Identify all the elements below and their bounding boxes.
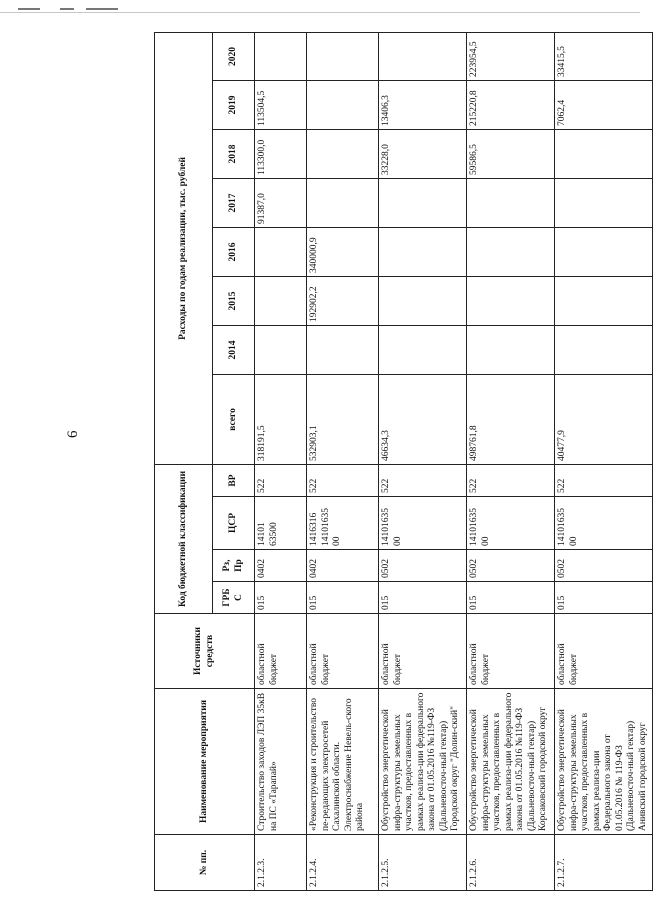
row-2020 <box>307 32 379 80</box>
page-number: 6 <box>65 430 81 438</box>
header-csr: ЦСР <box>213 497 255 550</box>
row-vr: 522 <box>255 464 307 496</box>
row-2019: 215220,8 <box>467 80 555 129</box>
row-2016 <box>379 227 467 276</box>
scan-top-rule <box>0 12 640 13</box>
header-expenses: Расходы по годам реализации, тыс. рублей <box>155 32 213 464</box>
row-rz-pr: 0502 <box>467 550 555 582</box>
expenses-table <box>154 32 653 891</box>
row-2020 <box>379 32 467 80</box>
scan-artifact <box>60 8 74 10</box>
row-total: 40477,9 <box>555 374 653 464</box>
row-2019 <box>307 80 379 129</box>
row-grbs: 015 <box>555 582 653 614</box>
header-year: 2016 <box>213 227 255 276</box>
row-grbs: 015 <box>307 582 379 614</box>
header-year: 2018 <box>213 129 255 178</box>
row-source: областной бюджет <box>555 614 653 689</box>
row-2020 <box>255 32 307 80</box>
row-2019: 13406,3 <box>379 80 467 129</box>
header-budget-code: Код бюджетной классификации <box>155 464 213 613</box>
header-grbs: ГРБ С <box>213 582 255 614</box>
header-year: 2015 <box>213 276 255 325</box>
rotated-table-container <box>154 33 649 891</box>
row-name: Обустройство энергетической инфра-структуры земельных участков, предоставленных в рамках реализа-ции Федерального закона от 01.05.2016 № 119-ФЗ (Дальневосточ-ный гектар) Анивский городской округ <box>555 689 653 835</box>
header-vr: ВР <box>213 464 255 496</box>
row-csr: 14101 63500 <box>255 497 307 550</box>
table-row <box>255 32 307 890</box>
scan-artifact <box>18 8 40 10</box>
row-2019: 113504,5 <box>255 80 307 129</box>
row-csr: 14101635 00 <box>555 497 653 550</box>
row-grbs: 015 <box>255 582 307 614</box>
header-year: 2019 <box>213 80 255 129</box>
row-2018: 33228,0 <box>379 129 467 178</box>
row-2019: 7062,4 <box>555 80 653 129</box>
header-total: всего <box>213 374 255 464</box>
row-2018 <box>307 129 379 178</box>
row-2020: 223954,5 <box>467 32 555 80</box>
row-2014 <box>307 325 379 374</box>
row-2016 <box>555 227 653 276</box>
row-source: областной бюджет <box>467 614 555 689</box>
row-total: 318191,5 <box>255 374 307 464</box>
row-2017 <box>307 178 379 227</box>
row-vr: 522 <box>307 464 379 496</box>
row-2014 <box>255 325 307 374</box>
table-row <box>379 32 467 890</box>
row-name: Обустройство энергетической инфра-структуры земельных участков, предоставленных в рамках реализа-ции федерального закона от 01.05.2016 №119-ФЗ (Дальневосточ-ный гектар) Городской округ "Долин-ский" <box>379 689 467 835</box>
row-2016 <box>467 227 555 276</box>
row-2014 <box>555 325 653 374</box>
row-2017 <box>467 178 555 227</box>
row-num: 2.1.2.5. <box>379 835 467 891</box>
row-rz-pr: 0502 <box>555 550 653 582</box>
row-2018: 59586,5 <box>467 129 555 178</box>
row-source: областной бюджет <box>255 614 307 689</box>
row-source: областной бюджет <box>379 614 467 689</box>
row-2017: 91387,0 <box>255 178 307 227</box>
table-row <box>555 32 653 890</box>
row-grbs: 015 <box>379 582 467 614</box>
row-num: 2.1.2.7. <box>555 835 653 891</box>
row-2018 <box>555 129 653 178</box>
row-2017 <box>379 178 467 227</box>
row-source: областной бюджет <box>307 614 379 689</box>
row-2015: 192902,2 <box>307 276 379 325</box>
row-2014 <box>379 325 467 374</box>
row-2015 <box>379 276 467 325</box>
row-vr: 522 <box>379 464 467 496</box>
row-2020: 33415,5 <box>555 32 653 80</box>
header-year: 2014 <box>213 325 255 374</box>
row-name: Обустройство энергетической инфра-структуры земельных участков, предоставленных в рамках реализа-ции федерального закона от 01.05.2016 №119-ФЗ (Дальневосточ-ный гектар) Корсаковский городской округ <box>467 689 555 835</box>
scan-artifact <box>86 8 118 10</box>
header-rz-pr: Рз, Пр <box>213 550 255 582</box>
row-name: Строительство заходов ЛЭП 35кВ на ПС «Тарапай» <box>255 689 307 835</box>
row-rz-pr: 0402 <box>255 550 307 582</box>
row-total: 498761,8 <box>467 374 555 464</box>
row-2015 <box>467 276 555 325</box>
row-2017 <box>555 178 653 227</box>
header-source: Источники средств <box>155 614 255 689</box>
row-2015 <box>555 276 653 325</box>
header-num: № пп. <box>155 835 255 891</box>
row-2016 <box>255 227 307 276</box>
table-row <box>467 32 555 890</box>
row-vr: 522 <box>555 464 653 496</box>
row-2016: 340000,9 <box>307 227 379 276</box>
row-csr: 1416316 14101635 00 <box>307 497 379 550</box>
row-vr: 522 <box>467 464 555 496</box>
row-rz-pr: 0402 <box>307 550 379 582</box>
row-2018: 113300,0 <box>255 129 307 178</box>
row-total: 532903,1 <box>307 374 379 464</box>
row-rz-pr: 0502 <box>379 550 467 582</box>
row-total: 46634,3 <box>379 374 467 464</box>
row-csr: 14101635 00 <box>467 497 555 550</box>
row-num: 2.1.2.3. <box>255 835 307 891</box>
row-2014 <box>467 325 555 374</box>
row-csr: 14101635 00 <box>379 497 467 550</box>
header-year: 2020 <box>213 32 255 80</box>
row-2015 <box>255 276 307 325</box>
table-row <box>307 32 379 890</box>
header-year: 2017 <box>213 178 255 227</box>
row-num: 2.1.2.4. <box>307 835 379 891</box>
row-num: 2.1.2.6. <box>467 835 555 891</box>
row-name: «Реконструкция и строительство пе-редающих электросетей Сахалинской области. Электроснабжение Невель-ского района <box>307 689 379 835</box>
row-grbs: 015 <box>467 582 555 614</box>
header-name: Наименование мероприятия <box>155 689 255 835</box>
